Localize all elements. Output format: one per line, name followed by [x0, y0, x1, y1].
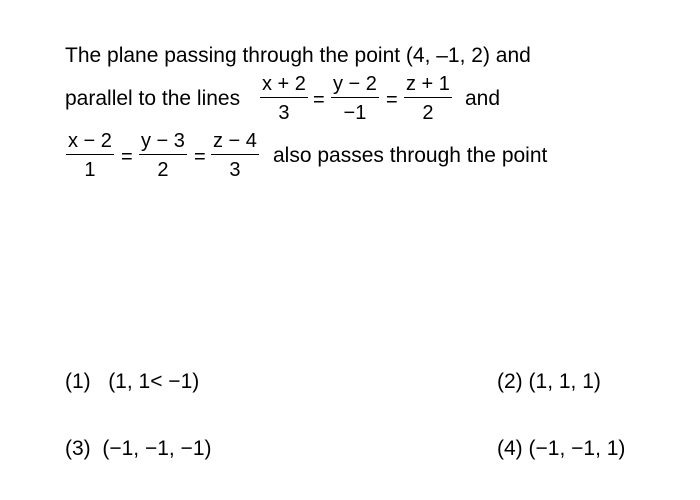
equals-sign: =	[121, 146, 133, 168]
option-text: (−1, −1, 1)	[528, 437, 626, 460]
fraction-numerator: y − 2	[333, 73, 377, 95]
option-text: (1, 1, 1)	[528, 370, 601, 393]
option-3[interactable]	[65, 437, 212, 461]
line-a-fraction-y	[331, 74, 379, 123]
option-label: (4)	[497, 437, 523, 460]
option-2[interactable]	[497, 370, 601, 394]
question-line-2-prefix: parallel to the lines	[65, 87, 241, 110]
option-1[interactable]	[65, 370, 199, 394]
option-text: (1, 1< −1)	[108, 370, 200, 393]
fraction-denominator: 2	[157, 159, 169, 182]
fraction-numerator: x − 2	[68, 130, 112, 152]
fraction-denominator: 1	[84, 159, 96, 182]
fraction-numerator: x + 2	[262, 73, 306, 95]
fraction-denominator: 2	[422, 102, 434, 125]
fraction-denominator: 3	[278, 102, 290, 125]
option-label: (3)	[65, 437, 91, 460]
option-text: (−1, −1, −1)	[102, 437, 212, 460]
fraction-denominator: −1	[343, 102, 367, 125]
line-a-fraction-z	[404, 74, 452, 123]
fraction-numerator: y − 3	[141, 130, 185, 152]
option-label: (1)	[65, 370, 91, 393]
equals-sign: =	[313, 89, 325, 111]
question-line-3-suffix: also passes through the point	[273, 144, 548, 167]
fraction-numerator: z − 4	[213, 130, 257, 152]
option-4[interactable]	[497, 437, 625, 461]
option-label: (2)	[497, 370, 523, 393]
equals-sign: =	[386, 89, 398, 111]
line-b-fraction-y	[139, 131, 187, 180]
fraction-denominator: 3	[229, 159, 241, 182]
question-line-2-suffix: and	[465, 87, 501, 110]
line-b-fraction-z	[211, 131, 259, 180]
line-b-fraction-x	[66, 131, 114, 180]
fraction-numerator: z + 1	[406, 73, 450, 95]
equals-sign: =	[194, 146, 206, 168]
question-line-1: The plane passing through the point (4, –1, 2) and	[65, 44, 531, 67]
line-a-fraction-x	[260, 74, 308, 123]
